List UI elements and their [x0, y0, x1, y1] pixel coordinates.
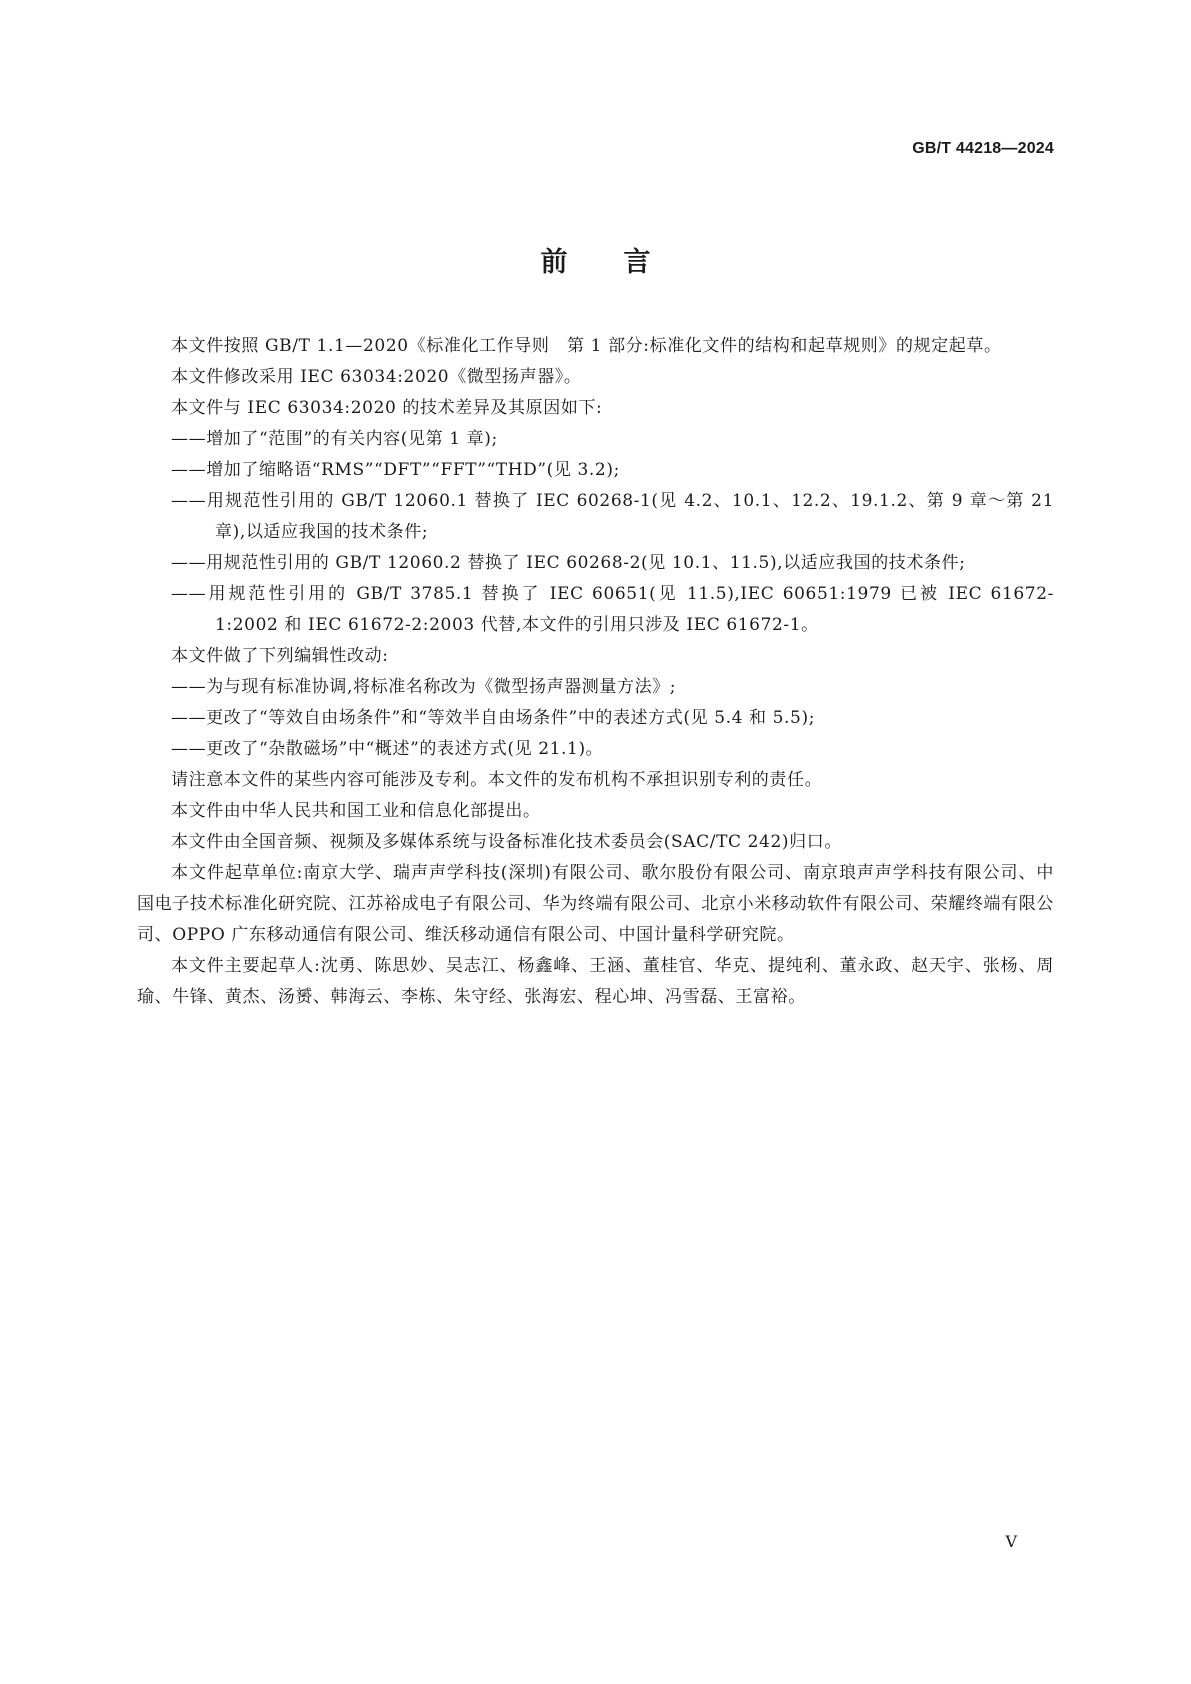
standard-code: GB/T 44218—2024: [912, 140, 1054, 157]
para-adoption: 本文件修改采用 IEC 63034:2020《微型扬声器》。: [171, 367, 582, 387]
para-patent-notice: 请注意本文件的某些内容可能涉及专利。本文件的发布机构不承担识别专利的责任。: [171, 770, 823, 790]
list-item: ——用规范性引用的 GB/T 12060.1 替换了 IEC 60268-1(见 4.2、10.1、12.2、19.1.2、第 9 章～第 21 章),以适应我国的技术条件;: [171, 491, 1054, 542]
list-item: ——用规范性引用的 GB/T 12060.2 替换了 IEC 60268-2(见 10.1、11.5),以适应我国的技术条件;: [171, 553, 966, 573]
page-title: 前言: [540, 247, 707, 278]
page-number: V: [1005, 1532, 1017, 1551]
list-item: ——更改了“等效自由场条件”和“等效半自由场条件”中的表述方式(见 5.4 和 5.5);: [171, 708, 816, 728]
foreword-body: [137, 331, 1054, 1013]
list-item: ——用规范性引用的 GB/T 3785.1 替换了 IEC 60651(见 11.5),IEC 60651:1979 已被 IEC 61672-1:2002 和 IEC 61672-2:2003 代替,本文件的引用只涉及 IEC 61672-1。: [171, 584, 1054, 635]
list-item: ——更改了“杂散磁场”中“概述”的表述方式(见 21.1)。: [171, 739, 604, 759]
list-item: ——增加了“范围”的有关内容(见第 1 章);: [171, 429, 498, 449]
para-drafting-rules: 本文件按照 GB/T 1.1—2020《标准化工作导则 第 1 部分:标准化文件的结构和起草规则》的规定起草。: [171, 336, 1002, 356]
para-editorial-changes: 本文件做了下列编辑性改动:: [171, 646, 389, 666]
list-item: ——为与现有标准协调,将标准名称改为《微型扬声器测量方法》;: [171, 677, 677, 697]
para-technical-differences: 本文件与 IEC 63034:2020 的技术差异及其原因如下:: [171, 398, 603, 418]
list-item: ——增加了缩略语“RMS”“DFT”“FFT”“THD”(见 3.2);: [171, 460, 620, 480]
para-drafting-organizations: 本文件起草单位:南京大学、瑞声声学科技(深圳)有限公司、歌尔股份有限公司、南京琅声声学科技有限公司、中国电子技术标准化研究院、江苏裕成电子有限公司、华为终端有限公司、北京小米移动软件有限公司、荣耀终端有限公司、OPPO 广东移动通信有限公司、维沃移动通信有限公司、中国计量科学研究院。: [137, 863, 1054, 945]
para-drafters: 本文件主要起草人:沈勇、陈思妙、吴志江、杨鑫峰、王涵、董桂官、华克、提纯利、董永政、赵天宇、张杨、周瑜、牛锋、黄杰、汤赟、韩海云、李栋、朱守经、张海宏、程心坤、冯雪磊、王富裕。: [137, 956, 1054, 1007]
para-proposed-by: 本文件由中华人民共和国工业和信息化部提出。: [171, 801, 541, 821]
para-administered-by: 本文件由全国音频、视频及多媒体系统与设备标准化技术委员会(SAC/TC 242)归口。: [171, 832, 842, 852]
